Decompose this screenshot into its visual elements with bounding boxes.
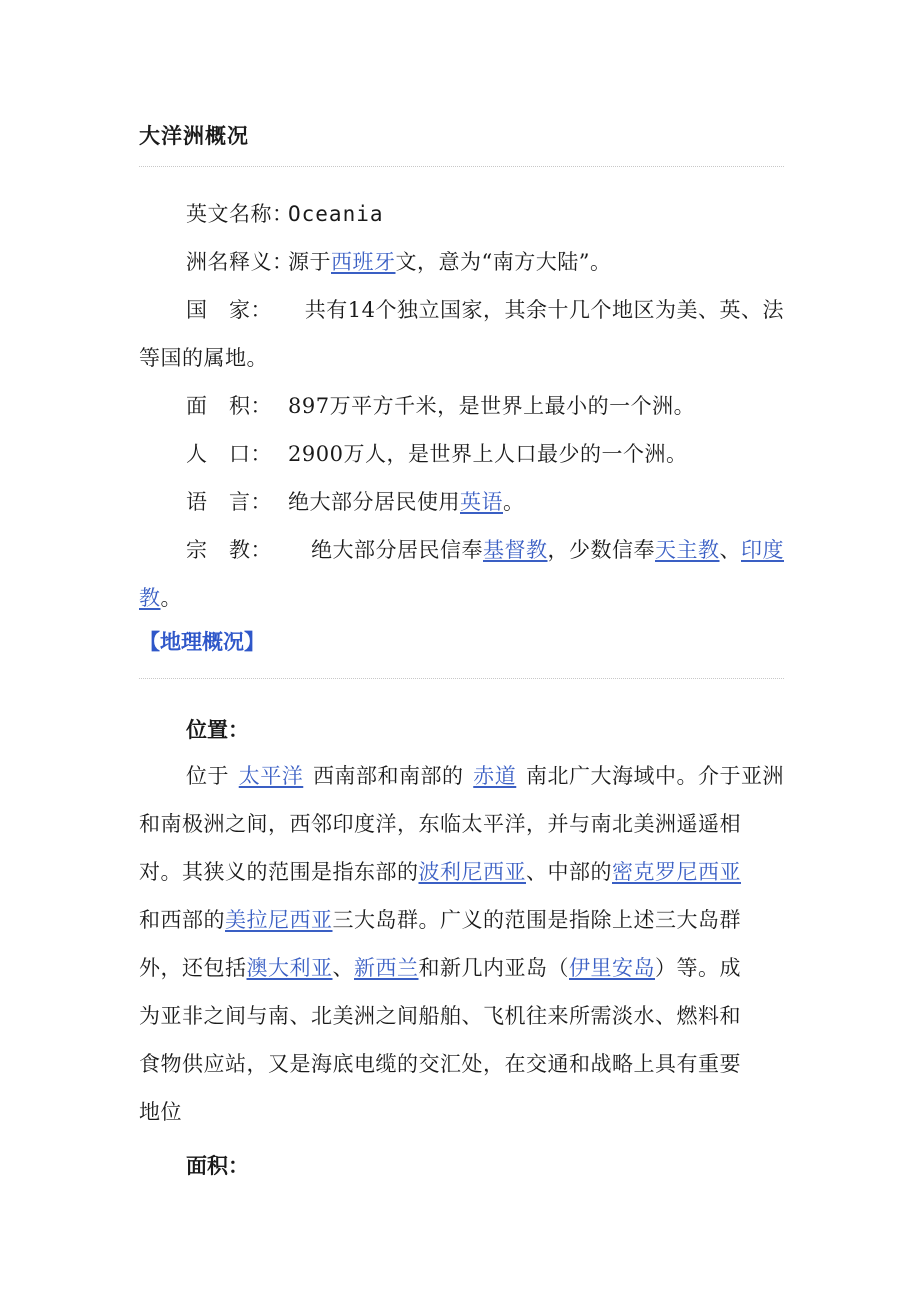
link-australia[interactable]: 澳大利亚 <box>246 956 333 980</box>
countries-text: 共有14个独立国家，其余十几个地区为美、英、法 <box>304 298 784 322</box>
population-value: 2900万人，是世界上人口最少的一个洲。 <box>288 442 688 466</box>
name-meaning-label: 洲名释义： <box>186 250 294 274</box>
section-title-geography: 【地理概况】 <box>139 630 265 654</box>
location-line-6: 为亚非之间与南、北美洲之间船舶、飞机往来所需淡水、燃料和 <box>139 1004 741 1028</box>
religion-text-end: 。 <box>160 586 182 610</box>
area-label: 面 积： <box>186 394 272 418</box>
section-divider <box>139 678 784 679</box>
link-irian-island[interactable]: 伊里安岛 <box>569 956 655 980</box>
countries-label: 国 家： <box>186 298 272 322</box>
area-row <box>186 382 784 430</box>
link-spanish[interactable]: 西班牙 <box>331 250 396 274</box>
link-equator[interactable]: 赤道 <box>473 764 517 788</box>
link-new-zealand[interactable]: 新西兰 <box>354 956 419 980</box>
link-english[interactable]: 英语 <box>460 490 503 514</box>
name-meaning-text: 源于 <box>288 250 331 274</box>
language-row <box>186 478 784 526</box>
location-line-1: 位于 太平洋 西南部和南部的 赤道 南北广大海域中。介于亚洲 <box>186 752 784 800</box>
location-line-5: 外，还包括澳大利亚、新西兰和新几内亚岛（伊里安岛）等。成 <box>139 956 741 980</box>
english-name-label: 英文名称： <box>186 202 294 226</box>
religion-text: 绝大部分居民信奉基督教，少数信奉天主教、印度 <box>311 538 784 562</box>
location-heading: 位置： <box>186 718 249 742</box>
population-row <box>186 430 784 478</box>
language-text: 绝大部分居民使用 <box>288 490 460 514</box>
population-label: 人 口： <box>186 442 272 466</box>
language-label: 语 言： <box>186 490 272 514</box>
link-polynesia[interactable]: 波利尼西亚 <box>418 860 526 884</box>
name-meaning-text-end: 文，意为“南方大陆”。 <box>395 250 612 274</box>
religion-row-cont <box>139 574 784 622</box>
religion-label: 宗 教： <box>186 538 272 562</box>
link-christianity[interactable]: 基督教 <box>483 538 548 562</box>
title-divider <box>139 166 784 167</box>
location-line-4: 和西部的美拉尼西亚三大岛群。广义的范围是指除上述三大岛群 <box>139 908 741 932</box>
english-name-value: Oceania <box>288 202 384 226</box>
link-hinduism-cont[interactable]: 教 <box>139 586 161 610</box>
location-line-7: 食物供应站，又是海底电缆的交汇处，在交通和战略上具有重要 <box>139 1052 741 1076</box>
area-heading: 面积： <box>186 1154 249 1178</box>
english-name-row <box>186 190 784 238</box>
link-hinduism[interactable]: 印度 <box>741 538 784 562</box>
link-pacific-ocean[interactable]: 太平洋 <box>238 764 304 788</box>
countries-row-cont: 等国的属地。 <box>139 346 268 370</box>
location-line-8: 地位 <box>139 1100 182 1124</box>
religion-row <box>186 526 784 574</box>
name-meaning-row <box>186 238 784 286</box>
area-value: 897万平方千米，是世界上最小的一个洲。 <box>288 394 696 418</box>
location-line-2: 和南极洲之间，西邻印度洋，东临太平洋，并与南北美洲遥遥相 <box>139 812 741 836</box>
language-text-end: 。 <box>503 490 525 514</box>
location-line-3: 对。其狭义的范围是指东部的波利尼西亚、中部的密克罗尼西亚 <box>139 860 741 884</box>
link-catholicism[interactable]: 天主教 <box>655 538 720 562</box>
page-title: 大洋洲概况 <box>139 124 249 148</box>
countries-row <box>186 286 784 334</box>
link-micronesia[interactable]: 密克罗尼西亚 <box>612 860 741 884</box>
link-melanesia[interactable]: 美拉尼西亚 <box>225 908 333 932</box>
